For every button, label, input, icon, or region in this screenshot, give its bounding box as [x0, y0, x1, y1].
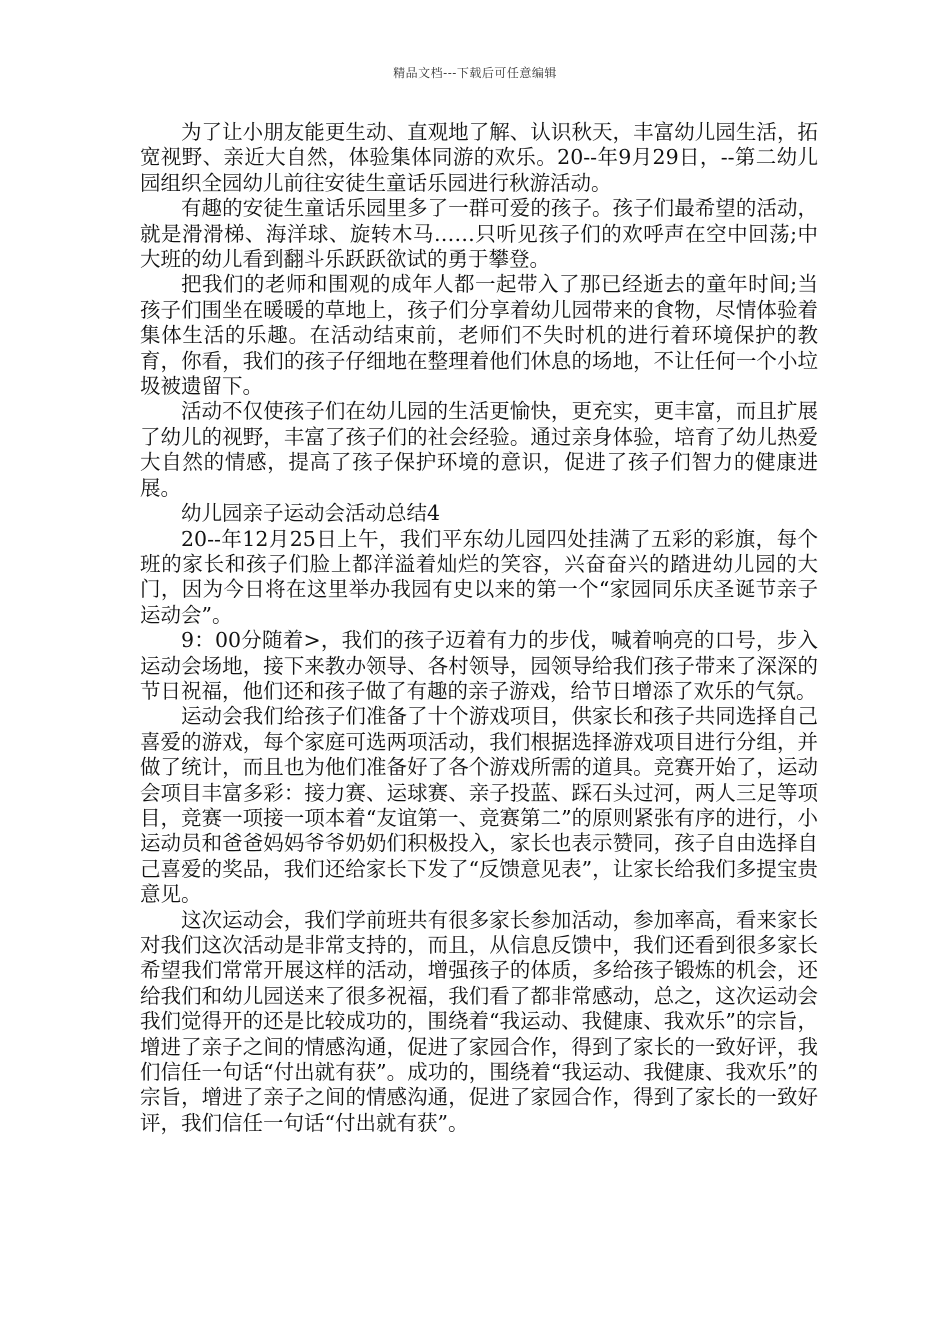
page-header: 精品文档---下载后可任意编辑	[393, 66, 557, 80]
paragraph: 为了让小朋友能更生动、直观地了解、认识秋天，丰富幼儿园生活，拓宽视野、亲近大自然，体验集体同游的欢乐。20--年9月29日，--第二幼儿园组织全园幼儿前往安徒生童话乐园进行秋游活动。	[140, 120, 818, 195]
section-heading: 幼儿园亲子运动会活动总结4	[181, 501, 441, 526]
document-body	[140, 120, 818, 1136]
paragraph: 活动不仅使孩子们在幼儿园的生活更愉快，更充实，更丰富，而且扩展了幼儿的视野，丰富了孩子们的社会经验。通过亲身体验，培育了幼儿热爱大自然的情感，提高了孩子保护环境的意识，促进了孩子们智力的健康进展。	[140, 399, 818, 500]
paragraph: 20--年12月25日上午，我们平东幼儿园四处挂满了五彩的彩旗，每个班的家长和孩子们脸上都洋溢着灿烂的笑容，兴奋奋兴的踏进幼儿园的大门，因为今日将在这里举办我园有史以来的第一个“家园同乐庆圣诞节亲子运动会”。	[140, 526, 818, 627]
paragraph: 有趣的安徒生童话乐园里多了一群可爱的孩子。孩子们最希望的活动，就是滑滑梯、海洋球、旋转木马……只听见孩子们的欢呼声在空中回荡;中大班的幼儿看到翻斗乐跃跃欲试的勇于攀登。	[140, 196, 818, 272]
paragraph: 9：00分随着>，我们的孩子迈着有力的步伐，喊着响亮的口号，步入运动会场地，接下来教办领导、各村领导，园领导给我们孩子带来了深深的节日祝福，他们还和孩子做了有趣的亲子游戏，给节日增添了欢乐的气氛。	[140, 628, 818, 703]
paragraph: 把我们的老师和围观的成年人都一起带入了那已经逝去的童年时间;当孩子们围坐在暖暖的草地上，孩子们分享着幼儿园带来的食物，尽情体验着集体生活的乐趣。在活动结束前，老师们不失时机的进行着环境保护的教育，你看，我们的孩子仔细地在整理着他们休息的场地，不让任何一个小垃圾被遗留下。	[140, 272, 818, 399]
paragraph: 运动会我们给孩子们准备了十个游戏项目，供家长和孩子共同选择自己喜爱的游戏，每个家庭可选两项活动，我们根据选择游戏项目进行分组，并做了统计，而且也为他们准备好了各个游戏所需的道具。竞赛开始了，运动会项目丰富多彩：接力赛、运球赛、亲子投蓝、踩石头过河，两人三足等项目，竞赛一项接一项本着“友谊第一、竞赛第二”的原则紧张有序的进行，小运动员和爸爸妈妈爷爷奶奶们积极投入，家长也表示赞同，孩子自由选择自己喜爱的奖品，我们还给家长下发了“反馈意见表”，让家长给我们多提宝贵意见。	[140, 704, 818, 907]
paragraph: 这次运动会，我们学前班共有很多家长参加活动，参加率高，看来家长对我们这次活动是非常支持的，而且，从信息反馈中，我们还看到很多家长希望我们常常开展这样的活动，增强孩子的体质，多给孩子锻炼的机会，还给我们和幼儿园送来了很多祝福，我们看了都非常感动，总之，这次运动会我们觉得开的还是比较成功的，围绕着“我运动、我健康、我欢乐”的宗旨，增进了亲子之间的情感沟通，促进了家园合作，得到了家长的一致好评，我们信任一句话“付出就有获”。成功的，围绕着“我运动、我健康、我欢乐”的宗旨，增进了亲子之间的情感沟通，促进了家园合作，得到了家长的一致好评，我们信任一句话“付出就有获”。	[140, 907, 818, 1135]
